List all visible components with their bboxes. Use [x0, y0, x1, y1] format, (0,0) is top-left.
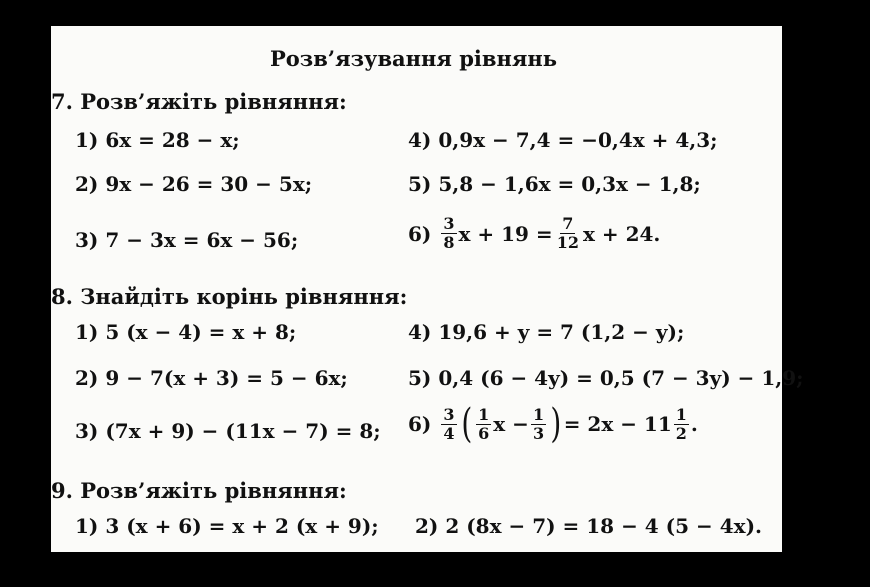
task-7-equation-2: 2) 9x − 26 = 30 − 5x;	[75, 172, 313, 196]
fraction	[441, 404, 456, 443]
task-7-equation-5: 5) 5,8 − 1,6x = 0,3x − 1,8;	[408, 172, 701, 196]
task-7-equation-4: 4) 0,9x − 7,4 = −0,4x + 4,3;	[408, 128, 718, 152]
task-9-heading: 9. Розв’яжіть рівняння:	[51, 478, 347, 503]
worksheet-page	[51, 26, 804, 552]
fraction-numerator: 1	[532, 404, 545, 424]
fraction-denominator: 12	[556, 233, 579, 252]
fraction-numerator: 1	[478, 404, 490, 424]
task-9-equation-1: 1) 3 (x + 6) = x + 2 (x + 9);	[75, 514, 379, 538]
equation-number: 6)	[408, 412, 432, 436]
fraction	[441, 216, 456, 251]
task-9-equation-2: 2) 2 (8x − 7) = 18 − 4 (5 − 4x).	[415, 514, 762, 538]
fraction-numerator: 3	[443, 404, 455, 424]
equation-text: .	[690, 412, 698, 436]
equation-text: x + 19 =	[458, 221, 553, 246]
task-7-equation-1: 1) 6x = 28 − x;	[75, 128, 240, 152]
fraction-denominator: 2	[675, 423, 687, 443]
task-7-heading: 7. Розв’яжіть рівняння:	[51, 89, 347, 114]
fraction-denominator: 8	[443, 233, 455, 252]
page-title: Розв’язування рівнянь	[270, 46, 557, 71]
task-8-equation-3: 3) (7x + 9) − (11x − 7) = 8;	[75, 419, 381, 443]
task-7-equation-6	[408, 216, 660, 251]
task-7-equation-3: 3) 7 − 3x = 6x − 56;	[75, 228, 299, 252]
task-8-equation-1: 1) 5 (x − 4) = x + 8;	[75, 320, 297, 344]
fraction	[531, 404, 546, 443]
equation-text: x −	[493, 412, 529, 436]
equation-text: = 2x − 11	[563, 412, 672, 436]
fraction-denominator: 3	[532, 423, 545, 443]
task-8-equation-5: 5) 0,4 (6 − 4y) = 0,5 (7 − 3y) − 1,9;	[408, 366, 804, 390]
fraction	[476, 404, 491, 443]
fraction	[674, 404, 689, 443]
equation-number: 6)	[408, 221, 432, 246]
right-paren: )	[550, 401, 562, 447]
equation-text: x + 24.	[582, 221, 661, 246]
fraction-numerator: 1	[675, 404, 687, 424]
fraction-numerator: 3	[443, 214, 455, 233]
left-paren: (	[460, 401, 472, 447]
fraction-denominator: 4	[443, 423, 455, 443]
task-8-equation-4: 4) 19,6 + y = 7 (1,2 − y);	[408, 320, 685, 344]
task-8-equation-2: 2) 9 − 7(x + 3) = 5 − 6x;	[75, 366, 348, 390]
task-8-equation-6	[408, 401, 698, 447]
task-8-heading: 8. Знайдіть корінь рівняння:	[51, 284, 408, 309]
fraction-numerator: 7	[562, 214, 574, 233]
fraction-denominator: 6	[478, 423, 490, 443]
fraction	[555, 216, 581, 251]
